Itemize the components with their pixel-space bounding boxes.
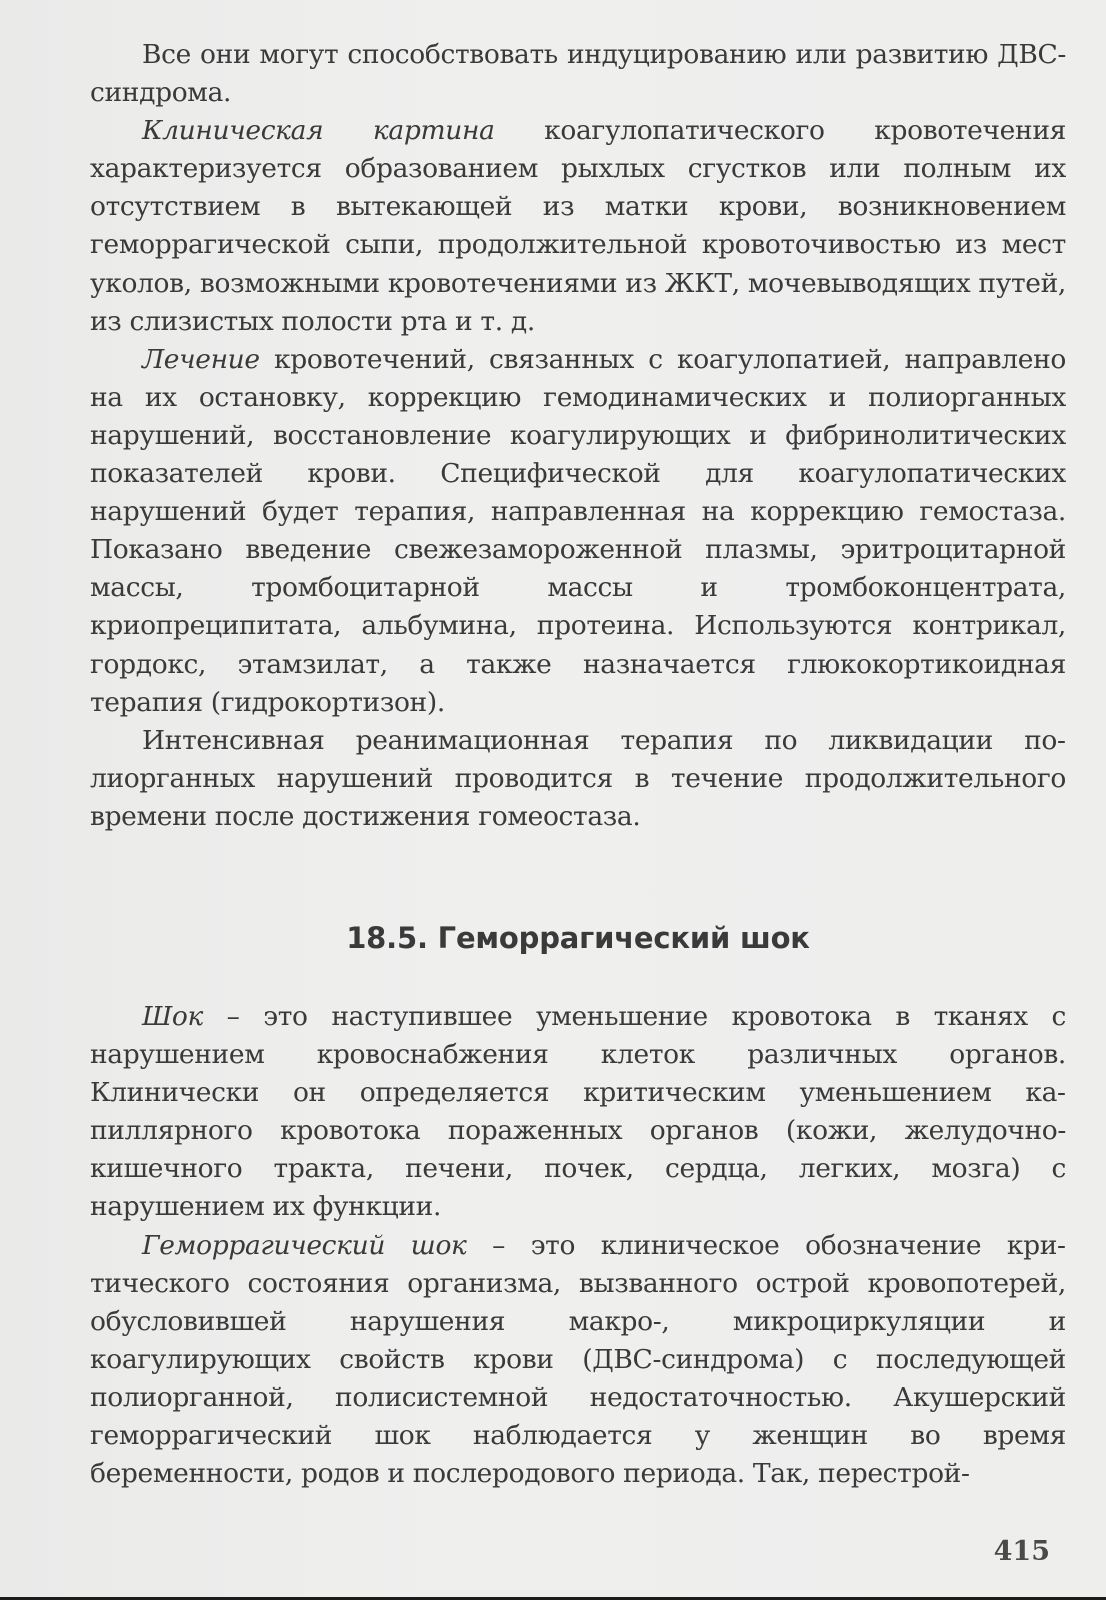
paragraph-dic-intro [90,36,1066,112]
paragraph-lead: Лечение [142,343,260,375]
paragraph-lead: Геморрагический шок [142,1229,467,1261]
paragraph-body: – это клиническое обозначение критического состояния организма, вызванного острой кровопотерей, обусловившей нарушения макро-, микроциркуляции и коагулирующих свойств крови (ДВС-синдрома) с последующей полиорганной, полисистемной недостаточностью. Акушерский геморрагический шок наблюдается у женщин во время беременности, родов и послеродового периода. Так, перестрой- [90,1229,1067,1490]
paragraph-hemorrhagic-shock [90,1227,1066,1494]
paragraph-body: Все они могут способствовать индуцированию или развитию ДВС-синдрома. [90,39,1066,109]
paragraph-body: коагулопатического кровотечения характеризуется образованием рыхлых сгустков или полным их отсутствием в вытекающей из матки крови, возникновением геморрагической сыпи, продолжительной кровоточивостью из мест уколов, возможными кровотечениями из ЖКТ, мочевыводящих путей, из слизистых полости рта и т. д. [90,115,1066,337]
paragraph-lead: Клиническая картина [142,115,495,147]
section-heading: 18.5. Геморрагический шок [346,920,810,955]
spacer [90,836,1066,918]
paragraph-body: – это наступившее уменьшение кровотока в тканях с нарушением кровоснабжения клеток различных органов. Клинически он определяется критическим уменьшением капиллярного кровотока пораженных органов (кожи, желудочно-кишечного тракта, печени, почек, сердца, легких, мозга) с нарушением их функции. [90,1000,1066,1223]
paragraph-shock-definition [90,998,1066,1227]
paragraph-body: кровотечений, связанных с коагулопатией, направлено на их остановку, коррекцию гемодинамических и полиорганных нарушений, восстановление коагулирующих и фибринолитических показателей крови. Специфической для коагулопатических нарушений будет терапия, направленная на коррекцию гемостаза. Показано введение свежезамороженной плазмы, эритроцитарной массы, тромбоцитарной массы и тромбоконцентрата, криопреципитата, альбумина, протеина. Используются контрикал, гордокс, этамзилат, а также назначается глюкокортикоидная терапия (гидрокортизон). [90,343,1066,718]
spacer [90,958,1066,998]
paragraph-intensive-therapy [90,722,1066,836]
paragraph-treatment [90,341,1066,722]
paragraph-lead: Шок [142,1000,203,1032]
page-number: 415 [993,1536,1050,1567]
paragraph-body: Интенсивная реанимационная терапия по ликвидации полиорганных нарушений проводится в течение продолжительного времени после достижения гомеостаза. [90,724,1066,832]
paragraph-clinical-picture [90,112,1066,341]
text-column [90,36,1066,1493]
